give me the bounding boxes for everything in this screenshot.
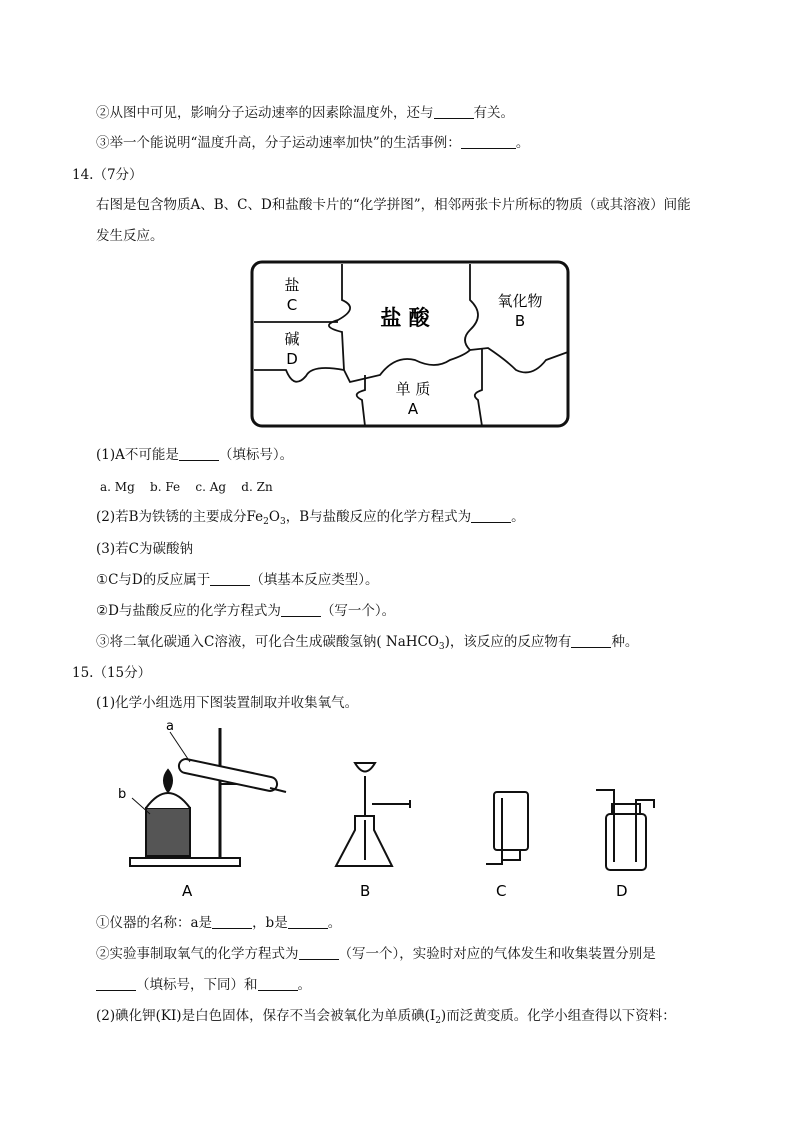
- q14-intro-2: 发生反应。: [96, 228, 164, 244]
- answer-blank[interactable]: [210, 573, 250, 586]
- q14-options: a. Mg b. Fe c. Ag d. Zn: [100, 480, 273, 494]
- apparatus-label-b: B: [360, 882, 371, 900]
- element-label: 单 质: [395, 380, 431, 398]
- label-d: D: [286, 350, 298, 368]
- q15-part1: (1)化学小组选用下图装置制取并收集氧气。: [96, 695, 359, 711]
- q15-header: 15.（15分）: [72, 665, 152, 681]
- salt-label: 盐: [284, 276, 300, 294]
- label-c: C: [286, 296, 298, 314]
- q14-part3a: ①C与D的反应属于 （填基本反应类型）。: [96, 572, 379, 588]
- q15-question2-cont: （填标号，下同）和 。: [96, 976, 311, 994]
- q15-part2: (2)碘化钾(KI)是白色固体，保存不当会被氧化为单质碘$(I_2)$而泛黄变质。化学小组查得以下资料：: [96, 1008, 676, 1026]
- answer-blank[interactable]: [571, 635, 611, 648]
- q14-part3b: ②D与盐酸反应的化学方程式为 （写一个）。: [96, 603, 396, 619]
- answer-blank[interactable]: [288, 916, 328, 929]
- q14-part1: (1)A不可能是 （填标号）。: [96, 447, 294, 463]
- q14-part2: (2)若B为铁锈的主要成分$Fe_2O_3$，B与盐酸反应的化学方程式为 。: [96, 509, 525, 527]
- answer-blank[interactable]: [96, 978, 136, 991]
- apparatus-a: [130, 728, 286, 866]
- answer-blank[interactable]: [281, 604, 321, 617]
- chemistry-puzzle-diagram: [250, 260, 572, 430]
- prev-q3: ③举一个能说明“温度升高，分子运动速率加快”的生活事例： 。: [96, 135, 530, 151]
- q14-part3: (3)若C为碳酸钠: [96, 541, 193, 557]
- apparatus-label-c: C: [496, 882, 507, 900]
- q14-part3c: ③将二氧化碳通入C溶液，可化合生成碳酸氢钠( NaHCO$_3$)，该反应的反应物有 种。: [96, 634, 639, 652]
- apparatus-b: [336, 763, 410, 866]
- hcl-label: 盐 酸: [380, 306, 430, 330]
- oxide-label: 氧化物: [497, 292, 543, 310]
- lab-apparatus-diagram: [110, 718, 670, 903]
- answer-blank[interactable]: [258, 978, 298, 991]
- q15-question1: ①仪器的名称：a是 ，b是 。: [96, 915, 342, 931]
- apparatus-label-a: A: [182, 882, 193, 900]
- label-instrument-a: a: [166, 719, 174, 734]
- apparatus-d: [596, 790, 654, 870]
- answer-blank[interactable]: [434, 106, 474, 119]
- base-label: 碱: [284, 330, 300, 348]
- label-instrument-b: b: [118, 787, 127, 802]
- q14-header: 14.（7分）: [72, 167, 143, 183]
- apparatus-label-d: D: [616, 882, 628, 900]
- answer-blank[interactable]: [461, 136, 516, 149]
- label-a: A: [407, 400, 419, 418]
- answer-blank[interactable]: [471, 510, 511, 523]
- q15-question2: ②实验事制取氧气的化学方程式为 （写一个），实验时对应的气体发生和收集装置分别是: [96, 946, 656, 962]
- label-b: B: [514, 312, 526, 330]
- answer-blank[interactable]: [179, 448, 219, 461]
- q14-intro-1: 右图是包含物质A、B、C、D和盐酸卡片的“化学拼图”，相邻两张卡片所标的物质（或其溶液）间能: [96, 197, 691, 213]
- apparatus-c: [486, 792, 528, 864]
- prev-q2: ②从图中可见，影响分子运动速率的因素除温度外，还与 有关。: [96, 105, 514, 121]
- answer-blank[interactable]: [299, 947, 339, 960]
- answer-blank[interactable]: [212, 916, 252, 929]
